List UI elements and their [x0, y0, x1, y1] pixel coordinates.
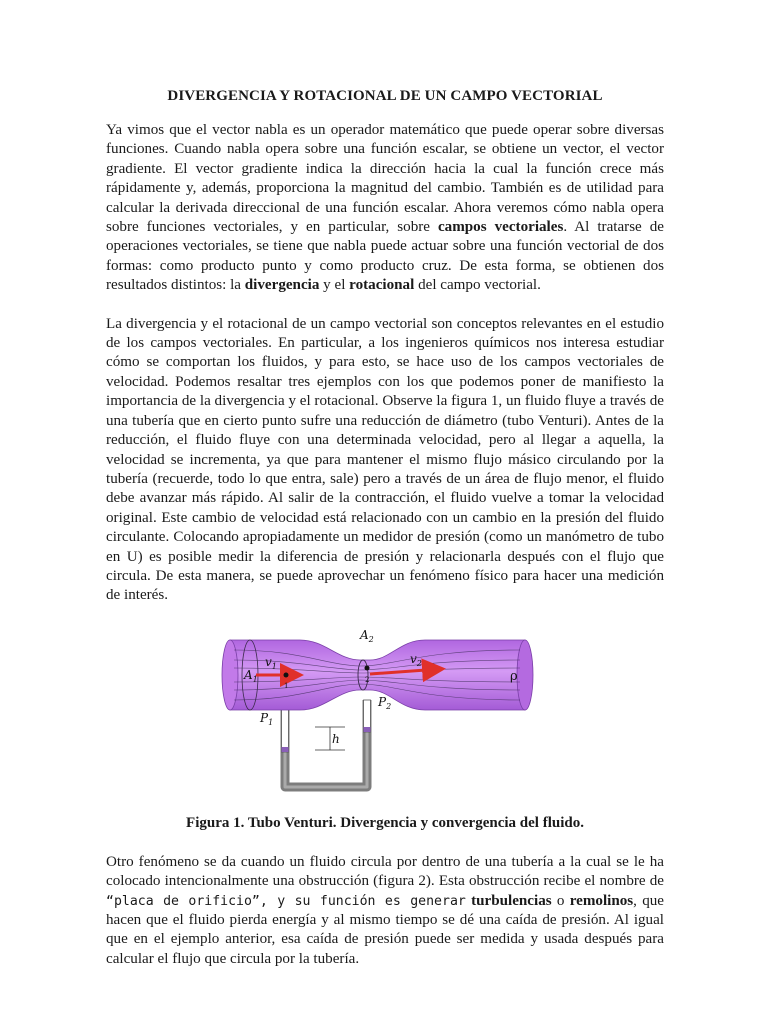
label-rho: ρ	[510, 668, 518, 684]
paragraph-orifice	[106, 853, 664, 969]
label-a2: $A_2$	[360, 627, 374, 644]
label-p2: $P_2$	[378, 694, 392, 711]
label-point-1: 1	[284, 681, 289, 690]
label-p1: $P_1$	[260, 710, 274, 727]
text-run: y el	[319, 277, 350, 294]
paragraph-intro	[106, 121, 664, 296]
document-title: DIVERGENCIA Y ROTACIONAL DE UN CAMPO VECTORIAL	[167, 88, 603, 104]
bold-term-divergencia: divergencia	[244, 277, 320, 294]
bold-term-remolinos: remolinos	[569, 892, 634, 909]
label-v2: $v_2$	[410, 651, 422, 668]
bold-term-turbulencias: turbulencias	[471, 892, 552, 909]
bold-term-campos-vectoriales: campos vectoriales	[437, 219, 564, 236]
point-1	[284, 672, 289, 677]
text-run: Otro fenómeno se da cuando un fluido circula por dentro de una tubería a la cual se le ha colocado intencionalmente una obstrucción (figura 2). Esta obstrucción recibe el nombre de	[106, 853, 664, 890]
pipe-outlet-end	[517, 640, 533, 710]
figure-caption: Figura 1. Tubo Venturi. Divergencia y convergencia del fluido.	[186, 814, 584, 831]
bold-term-rotacional: rotacional	[349, 277, 415, 294]
u-tube-manometer	[282, 700, 371, 787]
pipe-inlet-end	[222, 640, 238, 710]
label-v1: $v_1$	[265, 654, 277, 671]
text-run: o	[551, 892, 570, 909]
monospace-run: “placa de orificio”, y su función es generar	[106, 893, 466, 909]
text-run: . Al tratarse de operaciones vectoriales, se tiene que nabla puede actuar sobre una función vectorial de dos formas: como producto punto y como producto cruz. De esta forma, se obtienen dos resultados distintos: la	[106, 219, 665, 294]
text-run: Ya vimos que el vector nabla es un operador matemático que puede operar sobre diversas funciones. Cuando nabla opera sobre una función escalar, se obtiene un vector, el vector gradiente. El vector gradiente indica la dirección hacia la cual la función crece más rápidamente y, además, proporciona la magnitud del cambio. También es de utilidad para calcular la derivada direccional de una función escalar. Ahora veremos cómo nabla opera sobre funciones vectoriales, y en particular, sobre	[106, 122, 664, 236]
paragraph-venturi: La divergencia y el rotacional de un campo vectorial son conceptos relevantes en el estudio de los campos vectoriales. En particular, a los ingenieros químicos nos interesa estudiar cómo se comportan los fluidos, y para esto, se hace uso de los campos vectoriales de velocidad. Podemos resaltar tres ejemplos con los que podemos poner de manifiesto la importancia de la divergencia y el rotacional. Observe la figura 1, un fluido fluye a través de una tubería que en cierto punto sufre una reducción de diámetro (tubo Venturi). Antes de la reducción, el fluido fluye con una determinada velocidad, pero al llegar a aquella, la velocidad se incrementa, ya que para mantener el mismo flujo másico circulando por la tubería (recuerde, todo lo que entra, sale) pero a través de un área de flujo menor, el fluido debe avanzar más rápido. Al salir de la contracción, el fluido vuelve a tomar la velocidad original. Este cambio de velocidad está relacionado con un cambio en la presión del fluido circulante. Colocando apropiadamente un medidor de presión (como un manómetro de tubo en U) es posible medir la diferencia de presión y relacionarla después con el flujo que circula. De esta manera, se puede aprovechar un fenómeno físico para hacer una medición de interés.	[106, 315, 664, 604]
text-run: del campo vectorial.	[414, 277, 541, 294]
point-2	[365, 665, 370, 670]
height-dimension	[315, 727, 345, 750]
venturi-tube-figure	[220, 622, 550, 797]
label-point-2: 2	[365, 675, 370, 684]
text-run: , que hacen que el fluido pierda energía y al mismo tiempo se dé una caída de presión. Al igual que en el ejemplo anterior, esa caída de presión puede ser medida y usada después para calcular el flujo que circula por la tubería.	[106, 892, 665, 967]
label-h: h	[332, 731, 340, 746]
label-a1: $A_1$	[244, 667, 258, 684]
